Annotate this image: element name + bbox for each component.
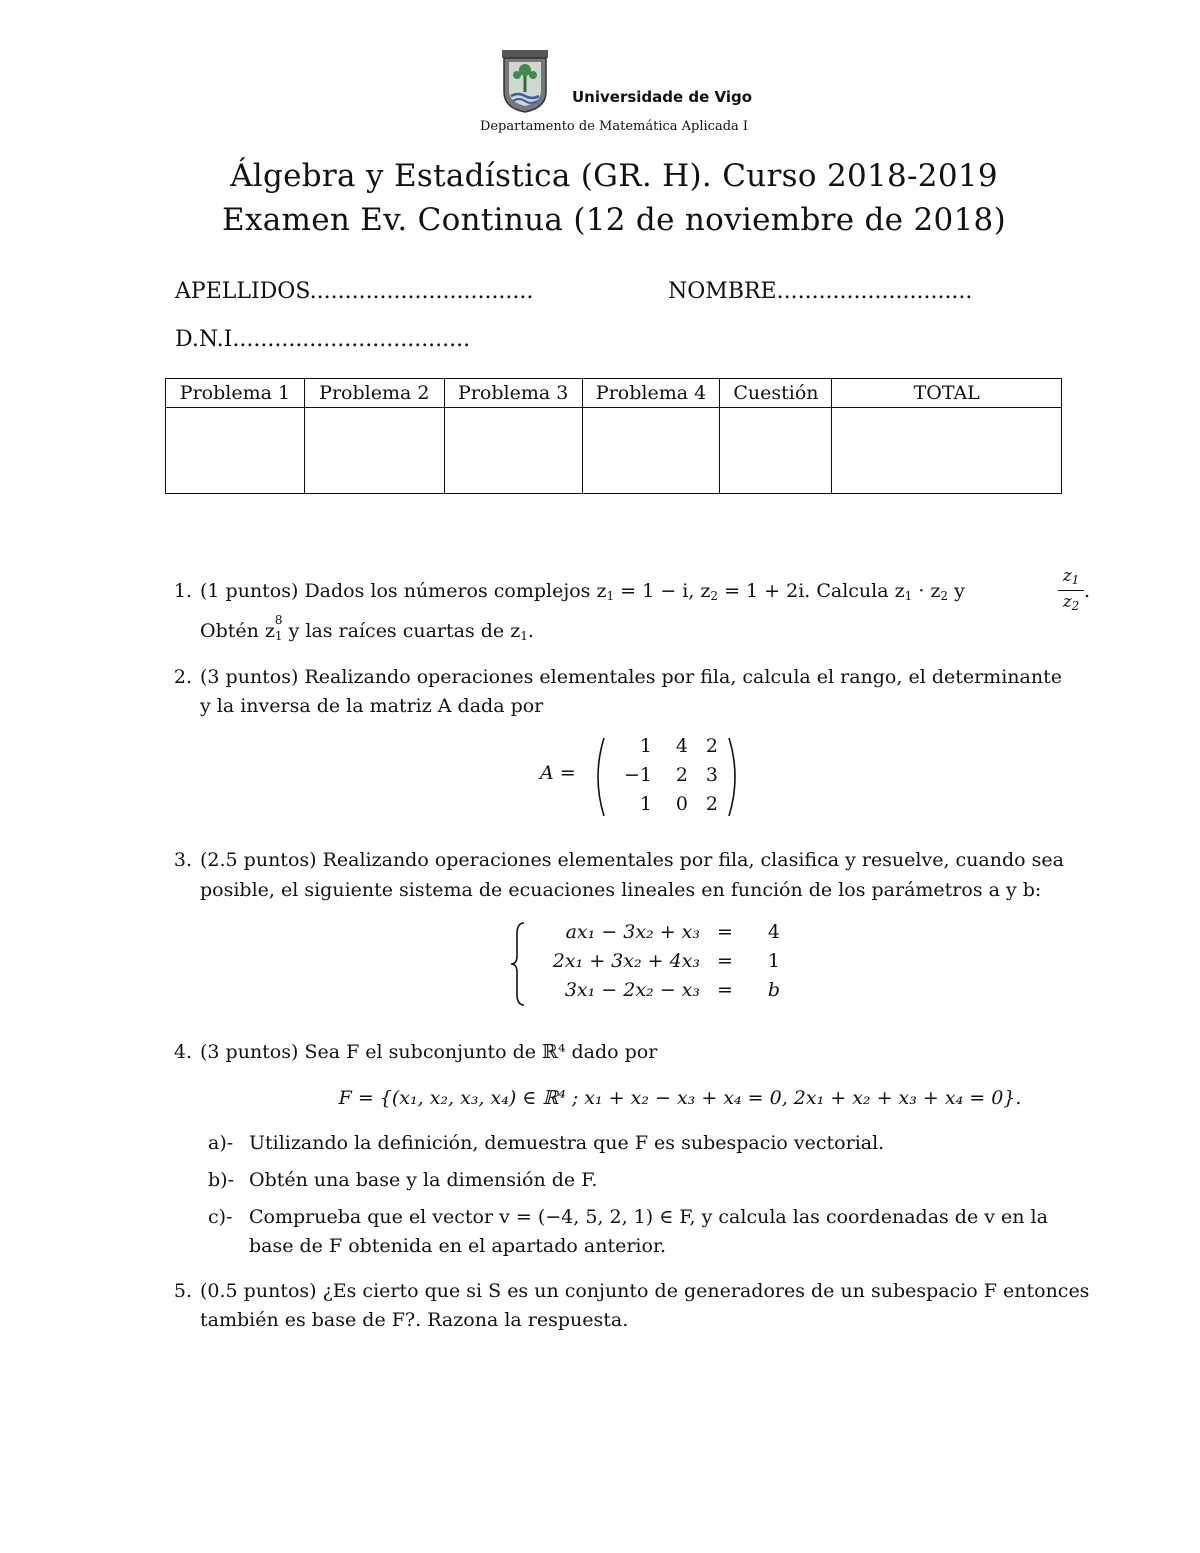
university-logo <box>500 48 550 114</box>
fraction-z1-over-z2: $z_1$ $z_2$ <box>1058 566 1084 617</box>
matrix-a: 1 4 2 −1 2 3 1 0 2 <box>623 735 718 815</box>
problem-5-number: 5. <box>173 1280 192 1302</box>
part-a-label: a)- <box>208 1132 234 1154</box>
grades-header-cell: Problema 4 <box>582 379 720 408</box>
part-a-text: Utilizando la definición, demuestra que F es subespacio vectorial. <box>249 1132 885 1154</box>
part-c-label: c)- <box>208 1206 233 1228</box>
score-cell <box>832 408 1062 494</box>
system-brace <box>508 920 530 1008</box>
exam-subtitle: Examen Ev. Continua (12 de noviembre de 2018) <box>222 202 1006 238</box>
apellidos-field: APELLIDOS................................ <box>175 279 534 304</box>
grades-header-cell: Problema 2 <box>304 379 444 408</box>
grades-table <box>165 378 1062 494</box>
problem-1-line1: (1 puntos) Dados los números complejos $z_1 = 1 - i$, $z_2 = 1 + 2i$. Calcula $z_1 \cdot z_2$ y <box>200 580 965 603</box>
score-cell <box>582 408 720 494</box>
problem-4-line1: (3 puntos) Sea F el subconjunto de ℝ⁴ dado por <box>200 1041 658 1063</box>
problem-1-number: 1. <box>173 580 192 602</box>
problem-2-line1: (3 puntos) Realizando operaciones elementales por fila, calcula el rango, el determinante <box>200 666 1062 688</box>
grades-header-cell: Problema 1 <box>166 379 305 408</box>
problem-2-number: 2. <box>173 666 192 688</box>
problem-5-line1: (0.5 puntos) ¿Es cierto que si S es un conjunto de generadores de un subespacio F entonces <box>200 1280 1090 1302</box>
part-b-text: Obtén una base y la dimensión de F. <box>249 1169 598 1191</box>
linear-system: ax₁ − 3x₂ + x₃ = 4 2x₁ + 3x₂ + 4x₃ = 1 3x₁ − 2x₂ − x₃ = b <box>552 921 780 1001</box>
grades-score-row <box>166 408 1062 494</box>
dni-field: D.N.I.................................. <box>175 327 471 352</box>
score-cell <box>166 408 305 494</box>
grades-header-row <box>166 379 1062 408</box>
university-name: Universidade de Vigo <box>572 88 753 106</box>
exam-title: Álgebra y Estadística (GR. H). Curso 2018-2019 <box>230 158 998 194</box>
grades-header-cell: Cuestión <box>720 379 832 408</box>
problem-1-line2: Obtén z 8 $_1$ y las raíces cuartas de $z_1$. <box>200 613 534 643</box>
score-cell <box>720 408 832 494</box>
set-definition: F = {(x₁, x₂, x₃, x₄) ∈ ℝ⁴ ; x₁ + x₂ − x₃ + x₄ = 0, 2x₁ + x₂ + x₃ + x₄ = 0}. <box>338 1087 1022 1109</box>
nombre-field: NOMBRE............................ <box>668 279 973 304</box>
matrix-label: A = <box>540 762 576 784</box>
problem-4-number: 4. <box>173 1041 192 1063</box>
problem-3-number: 3. <box>173 849 192 871</box>
part-b-label: b)- <box>208 1169 234 1191</box>
part-c-text-line2: base de F obtenida en el apartado anterior. <box>249 1235 666 1257</box>
score-cell <box>444 408 582 494</box>
grades-header-cell: Problema 3 <box>444 379 582 408</box>
part-c-text-line1: Comprueba que el vector v = (−4, 5, 2, 1) ∈ F, y calcula las coordenadas de v en la <box>249 1206 1048 1228</box>
problem-5-line2: también es base de F?. Razona la respuesta. <box>200 1309 629 1331</box>
department-name: Departamento de Matemática Aplicada I <box>479 119 749 134</box>
problem-3-line1: (2.5 puntos) Realizando operaciones elementales por fila, clasifica y resuelve, cuando sea <box>200 849 1064 871</box>
score-cell <box>304 408 444 494</box>
problem-3-line2: posible, el siguiente sistema de ecuaciones lineales en función de los parámetros a y b: <box>200 879 1042 901</box>
problem-2-line2: y la inversa de la matriz A dada por <box>200 695 544 717</box>
grades-header-cell: TOTAL <box>832 379 1062 408</box>
